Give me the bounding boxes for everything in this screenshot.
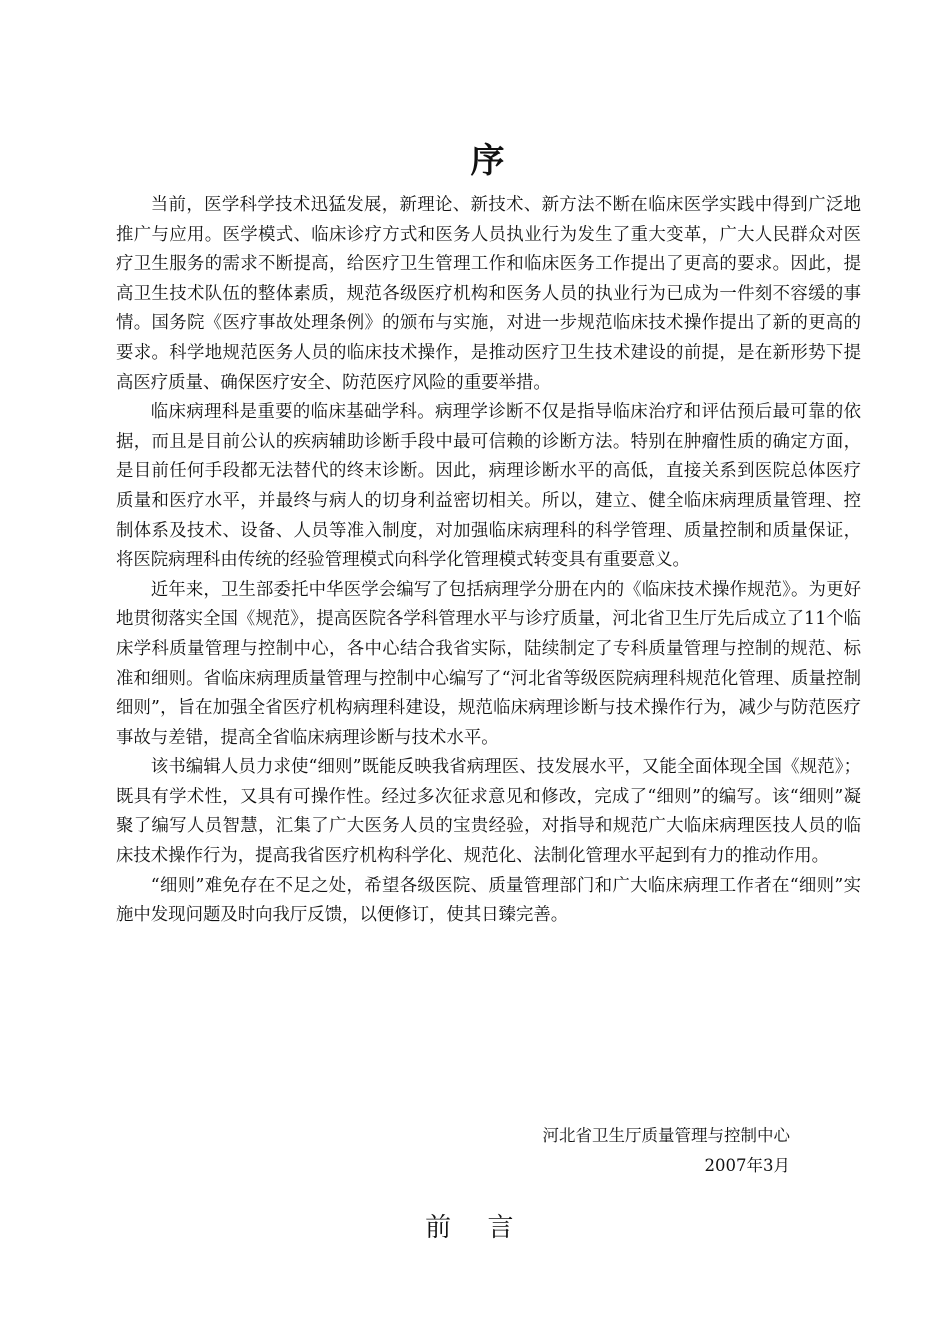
paragraph-3: 近年来，卫生部委托中华医学会编写了包括病理学分册在内的《临床技术操作规范》。为更好地贯彻落实全国《规范》，提高医院各学科管理水平与诊疗质量，河北省卫生厅先后成立了11个临床学科质量管理与控制中心，各中心结合我省实际，陆续制定了专科质量管理与控制的规范、标准和细则。省临床病理质量管理与控制中心编写了“河北省等级医院病理科规范化管理、质量控制细则”，旨在加强全省医疗机构病理科建设，规范临床病理诊断与技术操作行为，减少与防范医疗事故与差错，提高全省临床病理诊断与技术水平。 [116, 579, 861, 748]
signature-date: 2007年3月 [704, 1156, 790, 1175]
signature-organization: 河北省卫生厅质量管理与控制中心 [542, 1126, 790, 1145]
foreword-heading: 前言 [425, 1213, 550, 1243]
paragraph-1: 当前，医学科学技术迅猛发展，新理论、新技术、新方法不断在临床医学实践中得到广泛地推广与应用。医学模式、临床诊疗方式和医务人员执业行为发生了重大变革，广大人民群众对医疗卫生服务的需求不断提高，给医疗卫生管理工作和临床医务工作提出了更高的要求。因此，提高卫生技术队伍的整体素质，规范各级医疗机构和医务人员的执业行为已成为一件刻不容缓的事情。国务院《医疗事故处理条例》的颁布与实施，对进一步规范临床技术操作提出了新的更高的要求。科学地规范医务人员的临床技术操作，是推动医疗卫生技术建设的前提，是在新形势下提高医疗质量、确保医疗安全、防范医疗风险的重要举措。 [116, 195, 861, 393]
preface-body [116, 191, 861, 931]
paragraph-4: 该书编辑人员力求使“细则”既能反映我省病理医、技发展水平，又能全面体现全国《规范》；既具有学术性，又具有可操作性。经过多次征求意见和修改，完成了“细则”的编写。该“细则”凝聚了编写人员智慧，汇集了广大医务人员的宝贵经验，对指导和规范广大临床病理医技人员的临床技术操作行为，提高我省医疗机构科学化、规范化、法制化管理水平起到有力的推动作用。 [116, 757, 861, 867]
preface-title: 序 [470, 141, 505, 181]
paragraph-2: 临床病理科是重要的临床基础学科。病理学诊断不仅是指导临床治疗和评估预后最可靠的依据，而且是目前公认的疾病辅助诊断手段中最可信赖的诊断方法。特别在肿瘤性质的确定方面，是目前任何手段都无法替代的终末诊断。因此，病理诊断水平的高低，直接关系到医院总体医疗质量和医疗水平，并最终与病人的切身利益密切相关。所以，建立、健全临床病理质量管理、控制体系及技术、设备、人员等准入制度，对加强临床病理科的科学管理、质量控制和质量保证，将医院病理科由传统的经验管理模式向科学化管理模式转变具有重要意义。 [116, 402, 861, 571]
paragraph-5: “细则”难免存在不足之处，希望各级医院、质量管理部门和广大临床病理工作者在“细则”实施中发现问题及时向我厅反馈，以便修订，使其日臻完善。 [116, 875, 861, 926]
